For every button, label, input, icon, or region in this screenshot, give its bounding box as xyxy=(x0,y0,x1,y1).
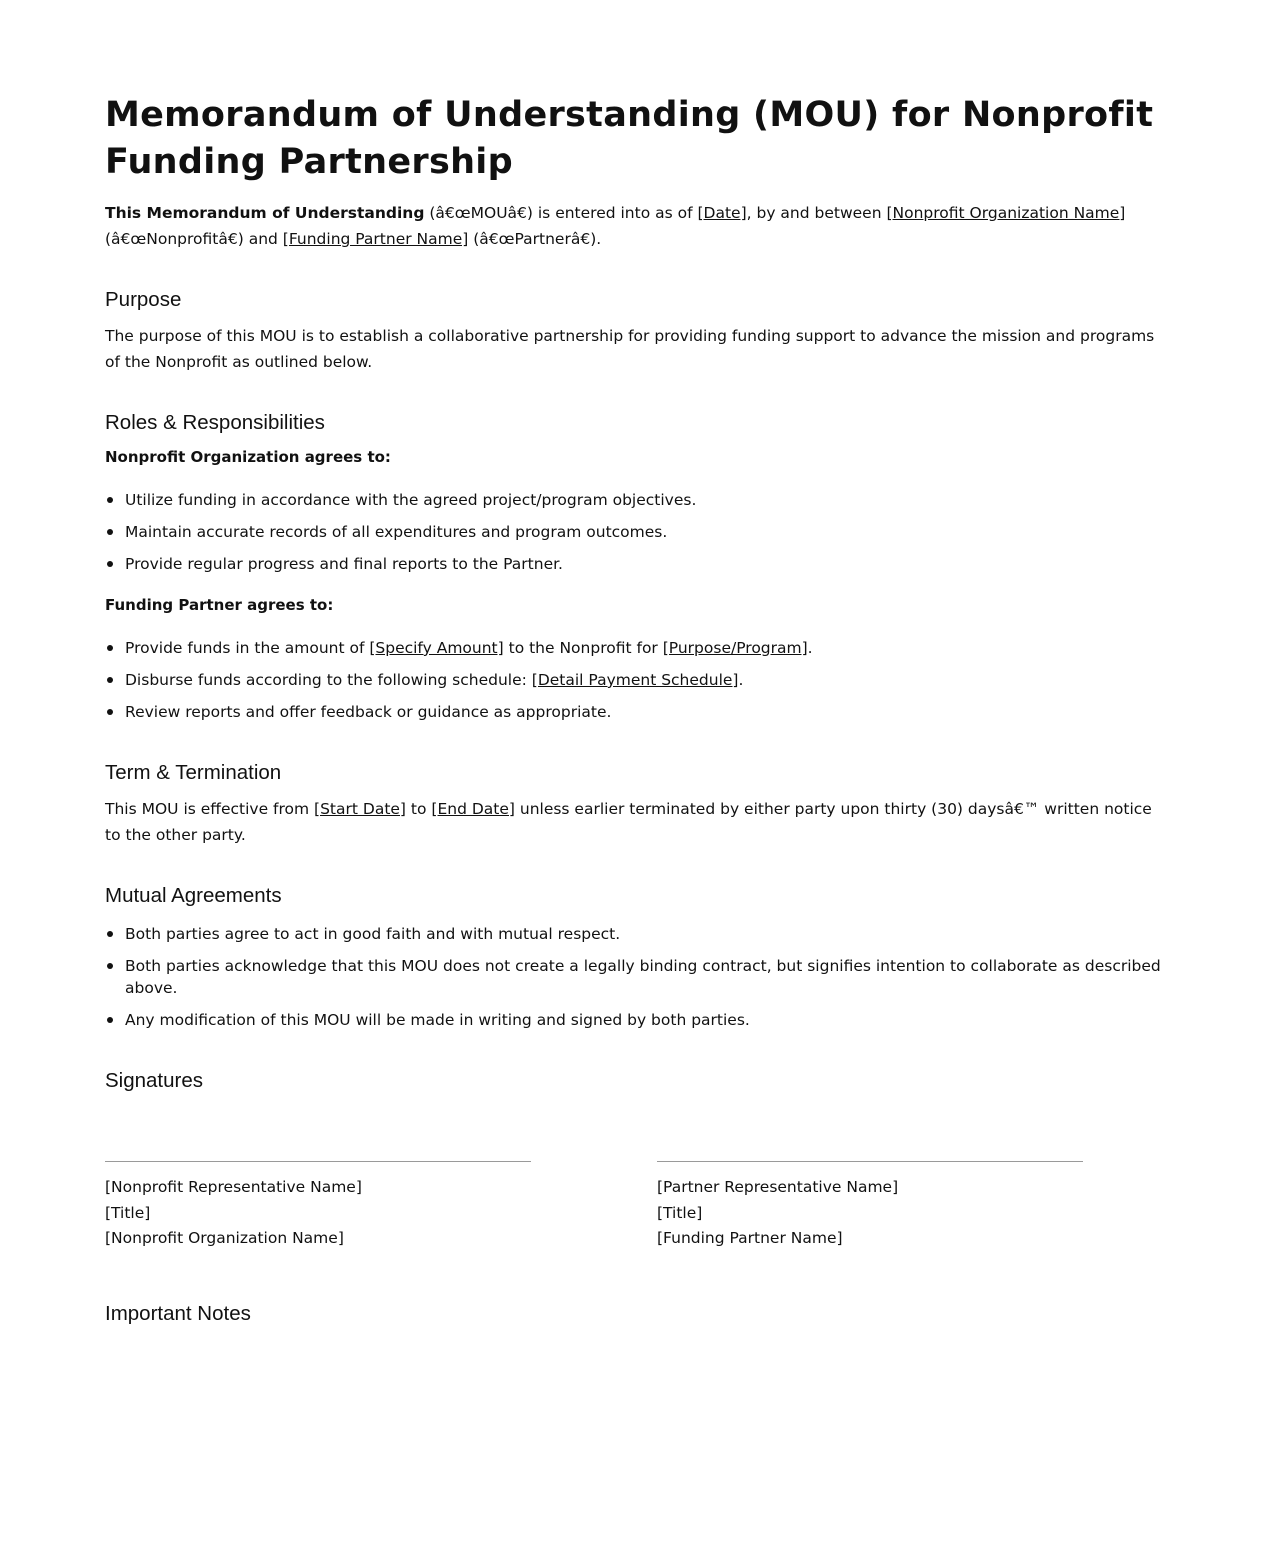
start-date-placeholder: [Start Date] xyxy=(314,800,406,818)
partner-subhead: Funding Partner agrees to: xyxy=(105,596,334,614)
partner-rep-title: [Title] xyxy=(657,1203,703,1222)
signature-line xyxy=(105,1161,531,1162)
term-text-1: This MOU is effective from xyxy=(105,800,315,818)
partner-list xyxy=(105,637,1163,723)
partner-item1-text-1: Provide funds in the amount of xyxy=(125,639,370,657)
nonprofit-rep-title: [Title] xyxy=(105,1203,151,1222)
intro-text-4: (â€œPartnerâ€). xyxy=(468,230,602,248)
mutual-section xyxy=(105,882,1163,1031)
list-item: Provide regular progress and final reports to the Partner. xyxy=(105,553,1163,575)
intro-text-2: , by and between xyxy=(746,204,887,222)
list-item: Both parties agree to act in good faith and with mutual respect. xyxy=(105,923,1163,945)
nonprofit-signature-block xyxy=(105,1161,531,1252)
purpose-section xyxy=(105,286,1163,375)
list-item: Both parties acknowledge that this MOU does not create a legally binding contract, but signifies intention to collaborate as described above. xyxy=(105,955,1163,999)
signature-row xyxy=(105,1161,1083,1252)
intro-text-3: (â€œNonprofitâ€) and xyxy=(105,230,283,248)
amount-placeholder: [Specify Amount] xyxy=(369,639,504,657)
signatures-heading: Signatures xyxy=(105,1069,204,1092)
partner-item1-text-3: . xyxy=(807,639,813,657)
list-item: Review reports and offer feedback or guidance as appropriate. xyxy=(105,701,1163,723)
mutual-list xyxy=(105,923,1163,1031)
end-date-placeholder: [End Date] xyxy=(431,800,515,818)
mutual-heading: Mutual Agreements xyxy=(105,884,282,907)
partner-rep-name: [Partner Representative Name] xyxy=(657,1178,899,1196)
signature-line xyxy=(657,1161,1083,1162)
notes-heading: Important Notes xyxy=(105,1301,251,1325)
intro-text-1: (â€œMOUâ€) is entered into as of xyxy=(424,204,698,222)
nonprofit-rep-name: [Nonprofit Representative Name] xyxy=(105,1178,362,1196)
term-text-2: to xyxy=(405,800,432,818)
date-placeholder: [Date] xyxy=(697,204,747,222)
intro-bold-lead: This Memorandum of Understanding xyxy=(105,204,425,222)
intro-paragraph xyxy=(105,200,1163,252)
partner-item2-text-1: Disburse funds according to the following schedule: xyxy=(125,671,532,689)
document-title: Memorandum of Understanding (MOU) for Nonprofit Funding Partnership xyxy=(105,95,1154,182)
payment-schedule-placeholder: [Detail Payment Schedule] xyxy=(531,671,739,689)
list-item: Any modification of this MOU will be made in writing and signed by both parties. xyxy=(105,1009,1163,1031)
roles-section xyxy=(105,409,1163,723)
purpose-text: The purpose of this MOU is to establish a collaborative partnership for providing funding support to advance the mission and programs of the Nonprofit as outlined below. xyxy=(105,327,1155,371)
term-text-3: unless earlier terminated by either party upon thirty (30) daysâ€™ written notice to the other party. xyxy=(105,800,1152,844)
list-item xyxy=(105,637,1163,659)
nonprofit-subhead: Nonprofit Organization agrees to: xyxy=(105,448,391,466)
document xyxy=(105,92,1163,1337)
purpose-program-placeholder: [Purpose/Program] xyxy=(662,639,808,657)
roles-heading: Roles & Responsibilities xyxy=(105,411,325,434)
partner-name-placeholder: [Funding Partner Name] xyxy=(282,230,469,248)
purpose-heading: Purpose xyxy=(105,288,182,311)
partner-item2-text-2: . xyxy=(738,671,744,689)
term-heading: Term & Termination xyxy=(105,761,282,784)
nonprofit-rep-org: [Nonprofit Organization Name] xyxy=(105,1229,344,1247)
list-item: Utilize funding in accordance with the agreed project/program objectives. xyxy=(105,489,1163,511)
notes-section xyxy=(105,1300,1163,1328)
term-section xyxy=(105,759,1163,848)
partner-rep-org: [Funding Partner Name] xyxy=(657,1229,843,1247)
nonprofit-name-placeholder: [Nonprofit Organization Name] xyxy=(886,204,1126,222)
nonprofit-list xyxy=(105,489,1163,575)
partner-signature-block xyxy=(657,1161,1083,1252)
list-item: Maintain accurate records of all expenditures and program outcomes. xyxy=(105,521,1163,543)
partner-item1-text-2: to the Nonprofit for xyxy=(503,639,663,657)
term-text xyxy=(105,796,1163,848)
list-item xyxy=(105,669,1163,691)
signatures-section xyxy=(105,1067,1163,1252)
